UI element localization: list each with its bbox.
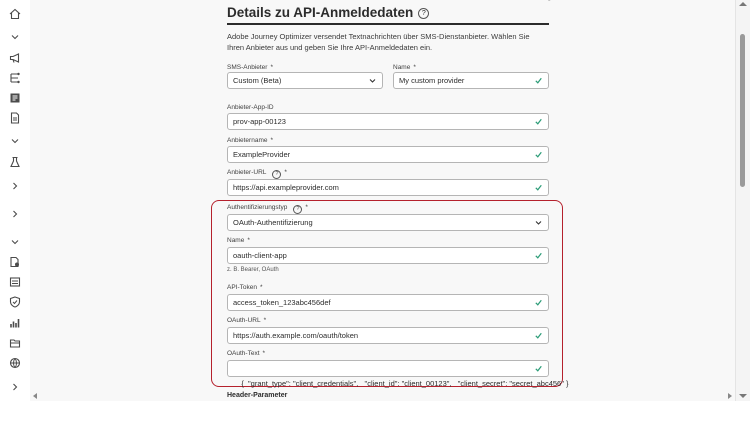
folders-icon[interactable] [7, 335, 23, 351]
api-credentials-panel [227, 0, 569, 401]
name-value: My custom provider [399, 76, 465, 85]
title-text: Details zu API-Anmeldedaten [227, 5, 414, 20]
auth-name-value: oauth-client-app [233, 251, 287, 260]
api-token-label: API-Token * [227, 284, 263, 291]
api-token-input[interactable] [227, 294, 549, 311]
chevron-down-icon [535, 220, 542, 226]
oauth-url-label: OAuth-URL * [227, 317, 267, 324]
required-asterisk: * [262, 350, 266, 357]
provider-name-label: Anbietername * [227, 137, 274, 144]
provider-name-value: ExampleProvider [233, 150, 291, 159]
provider-app-id-value: prov-app-00123 [233, 117, 286, 126]
provider-app-id-input[interactable] [227, 113, 549, 130]
chevron-down-icon[interactable] [7, 234, 23, 250]
scroll-left-arrow-icon[interactable] [33, 393, 37, 399]
help-circle-icon[interactable]: ? [272, 170, 281, 179]
required-asterisk: * [270, 64, 273, 71]
bar-chart-icon[interactable] [7, 315, 23, 331]
chevron-down-icon [369, 78, 376, 84]
megaphone-icon[interactable] [7, 50, 23, 66]
sms-provider-select[interactable] [227, 72, 383, 89]
oauth-text-value: { "grant_type": "client_credentials", "client_id": "client_00123", "client_secret": "secret_abc456" } [241, 379, 569, 388]
chevron-right-icon[interactable] [7, 178, 23, 194]
description-text: Adobe Journey Optimizer versendet Textnachrichten über SMS-Dienstanbieter. Wählen Sie Ihren Anbieter aus und geben Sie Ihre API-Anmeldedaten ein. [227, 32, 530, 52]
required-asterisk: * [247, 237, 250, 244]
chevron-right-icon[interactable] [7, 379, 23, 395]
document-icon[interactable] [7, 110, 23, 126]
vertical-scrollbar[interactable] [735, 0, 750, 401]
required-asterisk: * [260, 284, 263, 291]
page-title [227, 5, 429, 20]
auth-type-value: OAuth-Authentifizierung [233, 218, 313, 227]
required-asterisk: * [270, 137, 274, 144]
globe-icon[interactable] [7, 355, 23, 371]
top-right-partial-label [517, 0, 559, 1]
sms-provider-label: SMS-Anbieter * [227, 64, 273, 71]
api-token-value: access_token_123abc456def [233, 298, 331, 307]
oauth-url-value: https://auth.example.com/oauth/token [233, 331, 359, 340]
auth-type-label: Authentifizierungstyp ? * [227, 204, 308, 212]
chevron-right-icon[interactable] [7, 206, 23, 222]
checkmark-icon [535, 299, 542, 306]
provider-url-value: https://api.exampleprovider.com [233, 183, 339, 192]
journey-icon[interactable] [7, 70, 23, 86]
help-circle-icon[interactable]: ? [418, 8, 429, 19]
checkmark-icon [535, 252, 542, 259]
sms-provider-value: Custom (Beta) [233, 76, 282, 85]
oauth-url-input[interactable] [227, 327, 549, 344]
checkmark-icon [535, 332, 542, 339]
scroll-up-arrow-icon[interactable] [739, 2, 747, 6]
chevron-down-icon[interactable] [7, 133, 23, 149]
oauth-text-input[interactable] [227, 360, 569, 388]
checkmark-icon [535, 77, 542, 84]
name-input[interactable] [393, 72, 549, 89]
help-circle-icon[interactable]: ? [293, 205, 302, 214]
checkmark-icon [535, 365, 542, 372]
content-icon[interactable] [7, 90, 23, 106]
provider-name-input[interactable] [227, 146, 549, 163]
auth-name-hint: z. B. Bearer, OAuth [227, 267, 279, 273]
provider-url-input[interactable] [227, 179, 549, 196]
shield-icon[interactable] [7, 294, 23, 310]
required-asterisk: * [413, 64, 416, 71]
oauth-text-label: OAuth-Text * [227, 350, 266, 357]
next-section-heading: Header-Parameter [227, 392, 288, 399]
checkmark-icon [535, 184, 542, 191]
settings-file-icon[interactable] [7, 254, 23, 270]
checkmark-icon [535, 151, 542, 158]
auth-type-select[interactable] [227, 214, 549, 231]
auth-name-label: Name * [227, 237, 250, 244]
provider-app-id-label: Anbieter-App-ID [227, 104, 274, 111]
provider-url-label: Anbieter-URL ? * [227, 169, 287, 177]
home-icon[interactable] [7, 6, 23, 22]
scroll-down-arrow-icon[interactable] [739, 394, 747, 398]
scrollbar-thumb[interactable] [740, 34, 745, 187]
name-label: Name * [393, 64, 416, 71]
chevron-down-icon[interactable] [7, 29, 23, 45]
required-asterisk: * [284, 169, 287, 176]
flask-icon[interactable] [7, 154, 23, 170]
left-nav-rail [0, 0, 31, 401]
required-asterisk: * [305, 204, 308, 211]
scroll-right-arrow-icon[interactable] [728, 393, 732, 399]
title-divider [227, 23, 549, 25]
required-asterisk: * [263, 317, 267, 324]
channel-icon[interactable] [7, 274, 23, 290]
checkmark-icon [535, 118, 542, 125]
auth-name-input[interactable] [227, 247, 549, 264]
